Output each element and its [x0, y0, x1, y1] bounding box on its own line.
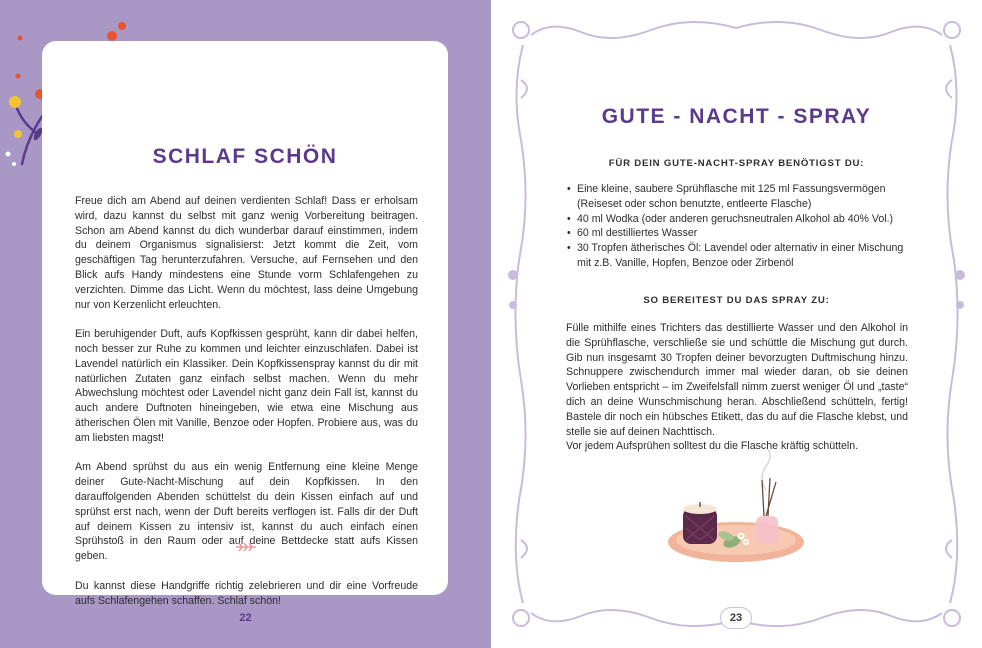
right-page — [491, 0, 982, 648]
list-item: • 40 ml Wodka (oder anderen geruchsneutralen Alkohol ab 40% Vol.) — [567, 212, 917, 227]
list-item: • 30 Tropfen ätherisches Öl: Lavendel oder alternativ in einer Mischung mit z.B. Vanille, Hopfen, Benzoe oder Zirbenöl — [567, 241, 917, 271]
paragraph: Du kannst diese Handgriffe richtig zelebrieren und dir eine Vorfreude aufs Schlafengehen schaffen. Schlaf schön! — [75, 579, 418, 607]
page-number: 22 — [239, 612, 252, 624]
candle-tray-illustration — [666, 450, 811, 590]
leaf-ornament-icon — [234, 541, 258, 553]
steps-heading: SO BEREITEST DU DAS SPRAY ZU: — [643, 295, 830, 306]
list-item: • Eine kleine, saubere Sprühflasche mit 125 ml Fassungsvermögen (Reiseset oder schon benutzte, entleerte Flasche) — [567, 182, 917, 212]
steps-text — [566, 321, 908, 454]
list-item: • 60 ml destilliertes Wasser — [567, 226, 917, 241]
page-number-badge — [720, 607, 752, 629]
paragraph: Ein beruhigender Duft, aufs Kopfkissen gesprüht, kann dir dabei helfen, noch besser zur Ruhe zu kommen und leichter einzuschlafen. Dabei ist Lavendel natürlich ein Klassiker. Dein Kopfkissenspray kannst du dir mit natürlichen Zutaten ganz einfach selbst machen. Wenn du mehr Abwechslung möchtest oder Lavendel nicht ganz dein Fall ist, kannst du auch andere Duftnoten hineingeben, wie etwa eine Mischung aus ätherischen Ölen mit Vanille, Benzoe oder Hopfen. Probiere aus, was du am liebsten magst! — [75, 328, 418, 444]
paragraph: Fülle mithilfe eines Trichters das destillierte Wasser und den Alkohol in die Sprühflasche, verschließe sie und schüttle die Mischung gut durch. Gib nun insgesamt 30 Tropfen deiner bevorzugten Duftmischung hinzu. Schnuppere zwischendurch immer mal wieder daran, ob sie deinen Vorlieben entspricht – im Zweifelsfall nimm zuerst weniger Öl und „taste“ dich an deine Wunschmischung heran. Abschließend schütteln, fertig! Bastele dir noch ein hübsches Etikett, das du auf die Flasche klebst, und stelle sie auf deinen Nachttisch. — [566, 322, 908, 438]
ingredients-heading: FÜR DEIN GUTE-NACHT-SPRAY BENÖTIGST DU: — [608, 158, 865, 169]
ingredients-list — [567, 182, 917, 271]
page-title: SCHLAF SCHÖN — [152, 145, 338, 168]
body-text — [75, 194, 418, 623]
paragraph: Am Abend sprühst du aus ein wenig Entfernung eine kleine Menge deiner Gute-Nacht-Mischung auf dein Kopfkissen. In den darauffolgenden Abenden schüttelst du dein Kissen einfach auf und sprühst erst nach, wenn der Duft bereits verflogen ist. Falls dir der Duft auf deinem Kissen zu intensiv ist, kannst du auch einfach einen Sprühstoß in den Raum oder auf deine Bettdecke statt aufs Kissen geben. — [75, 461, 418, 563]
paragraph: Vor jedem Aufsprühen solltest du die Flasche kräftig schütteln. — [566, 440, 859, 453]
page-number: 23 — [729, 612, 743, 624]
page-title: GUTE - NACHT - SPRAY — [601, 105, 872, 128]
text-card — [42, 41, 448, 607]
paragraph: Freue dich am Abend auf deinen verdienten Schlaf! Dass er erholsam wird, dazu kannst du selbst mit ganz wenig Vorbereitung beitragen. Schon am Abend kannst du dich wunderbar darauf einstimmen, indem du deinem Organismus signalisierst: Jetzt kommt die Zeit, vom geschäftigen Tag herunterzufahren. Versuche, auf Fernsehen und den Blick aufs Handy mindestens eine Stunde vorm Schlafengehen zu verzichten. Dimme das Licht. Wenn du möchtest, lass deine Umgebung nur von Kerzenlicht erleuchten. — [75, 195, 418, 311]
